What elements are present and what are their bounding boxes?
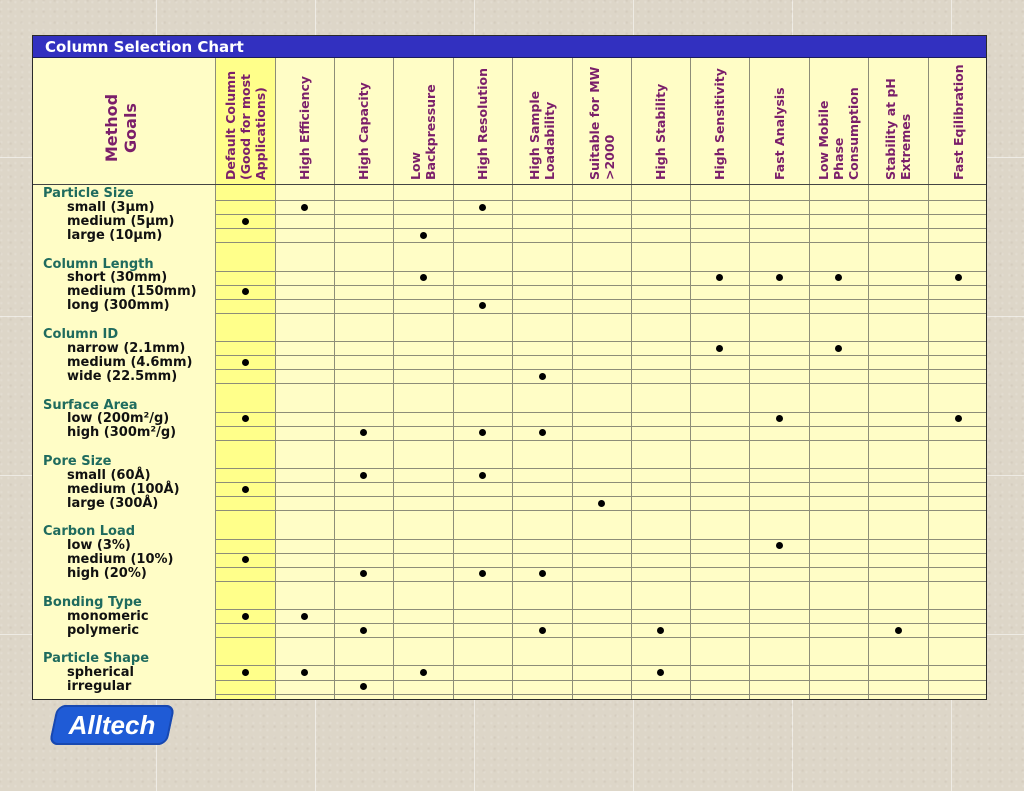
row-divider — [215, 637, 986, 638]
recommendation-dot — [301, 204, 308, 211]
column-header-line: Low — [408, 151, 423, 180]
option-label: narrow (2.1mm) — [67, 340, 186, 356]
option-label: large (10µm) — [67, 227, 163, 243]
row-divider — [215, 271, 986, 272]
grid-column-line — [215, 58, 216, 699]
recommendation-dot — [539, 570, 546, 577]
row-divider — [215, 369, 986, 370]
recommendation-dot — [242, 415, 249, 422]
option-label: short (30mm) — [67, 270, 168, 286]
recommendation-dot — [539, 627, 546, 634]
column-header-line: Applications) — [252, 87, 268, 180]
recommendation-dot — [301, 669, 308, 676]
row-divider — [215, 609, 986, 610]
row-divider — [215, 440, 986, 441]
recommendation-dot — [479, 472, 486, 479]
recommendation-dot — [539, 373, 546, 380]
option-label: medium (4.6mm) — [67, 354, 193, 370]
group-label: Bonding Type — [43, 594, 142, 610]
grid-column-line — [275, 58, 276, 699]
column-header-line: High Stability — [653, 83, 668, 180]
recommendation-dot — [776, 415, 783, 422]
row-divider — [215, 553, 986, 554]
recommendation-dot — [360, 429, 367, 436]
row-divider — [215, 383, 986, 384]
column-header-line: Phase — [831, 137, 846, 180]
grid-column-line — [868, 58, 869, 699]
option-label: large (300Å) — [67, 495, 159, 511]
row-divider — [215, 539, 986, 540]
recommendation-dot — [835, 345, 842, 352]
column-header-line: High Sensitivity — [712, 68, 727, 180]
option-label: irregular — [67, 679, 132, 694]
chart-title: Column Selection Chart — [33, 36, 986, 58]
recommendation-dot — [479, 429, 486, 436]
recommendation-dot — [657, 669, 664, 676]
option-label: medium (150mm) — [67, 284, 197, 300]
group-label: Particle Shape — [43, 651, 150, 667]
recommendation-dot — [835, 274, 842, 281]
row-divider — [215, 313, 986, 314]
grid-column-line — [631, 58, 632, 699]
column-header-line: High Resolution — [475, 67, 490, 180]
option-label: low (200m²/g) — [67, 411, 170, 427]
recommendation-dot — [479, 204, 486, 211]
column-header-line: Suitable for MW — [586, 66, 602, 180]
column-header-line: Consumption — [846, 87, 861, 180]
column-selection-chart — [32, 35, 987, 700]
group-label: Column Length — [43, 256, 154, 272]
column-header-line: >2000 — [601, 134, 617, 180]
option-label: small (3µm) — [67, 199, 155, 215]
row-divider — [215, 581, 986, 582]
row-divider — [215, 680, 986, 681]
recommendation-dot — [242, 218, 249, 225]
recommendation-dot — [360, 627, 367, 634]
column-header-line: High Sample — [527, 90, 542, 180]
option-label: medium (10%) — [67, 552, 174, 568]
row-divider — [215, 200, 986, 201]
grid-column-line — [512, 58, 513, 699]
recommendation-dot — [539, 429, 546, 436]
recommendation-dot — [716, 274, 723, 281]
recommendation-dot — [479, 570, 486, 577]
recommendation-dot — [242, 556, 249, 563]
grid-column-line — [749, 58, 750, 699]
recommendation-dot — [242, 613, 249, 620]
grid-column-line — [334, 58, 335, 699]
row-divider — [215, 426, 986, 427]
column-header-line: Stability at pH — [883, 78, 898, 180]
option-label: low (3%) — [67, 538, 131, 553]
recommendation-dot — [360, 683, 367, 690]
option-label: small (60Å) — [67, 467, 151, 483]
option-label: spherical — [67, 664, 134, 680]
group-label: Particle Size — [43, 186, 134, 201]
recommendation-dot — [242, 359, 249, 366]
recommendation-dot — [716, 345, 723, 352]
recommendation-dot — [657, 627, 664, 634]
recommendation-dot — [420, 274, 427, 281]
row-divider — [215, 510, 986, 511]
grid-column-line — [453, 58, 454, 699]
grid-column-line — [809, 58, 810, 699]
column-header-line: Fast Eqilibration — [950, 64, 966, 180]
row-divider — [215, 482, 986, 483]
column-header-line: High Efficiency — [297, 75, 312, 180]
row-divider — [215, 242, 986, 243]
recommendation-dot — [955, 274, 962, 281]
column-header-line: Low Mobile — [816, 100, 831, 180]
grid-column-line — [928, 58, 929, 699]
recommendation-dot — [301, 613, 308, 620]
row-divider — [215, 341, 986, 342]
recommendation-dot — [242, 288, 249, 295]
grid-column-line — [393, 58, 394, 699]
goals-label: Goals — [121, 103, 140, 153]
row-divider — [215, 355, 986, 356]
recommendation-dot — [479, 302, 486, 309]
column-header-line: Extremes — [898, 113, 913, 180]
option-label: wide (22.5mm) — [67, 368, 178, 384]
option-label: polymeric — [67, 622, 140, 638]
option-label: medium (5µm) — [67, 213, 175, 229]
row-divider — [215, 468, 986, 469]
row-divider — [215, 214, 986, 215]
alltech-logo: Alltech — [49, 705, 176, 745]
row-divider — [215, 665, 986, 666]
row-divider — [215, 623, 986, 624]
column-header-line: (Good for most — [237, 73, 253, 180]
option-label: high (300m²/g) — [67, 425, 177, 441]
column-header-line: High Capacity — [356, 82, 371, 180]
option-label: monomeric — [67, 608, 149, 624]
recommendation-dot — [420, 669, 427, 676]
group-label: Carbon Load — [43, 524, 136, 540]
recommendation-dot — [242, 486, 249, 493]
recommendation-dot — [598, 500, 605, 507]
row-divider — [215, 567, 986, 568]
row-divider — [215, 694, 986, 695]
row-divider — [215, 285, 986, 286]
column-header-line: Fast Analysis — [771, 87, 787, 180]
row-divider — [215, 228, 986, 229]
recommendation-dot — [776, 542, 783, 549]
column-header-line: Loadability — [542, 101, 557, 180]
header-divider — [33, 184, 986, 185]
option-label: high (20%) — [67, 566, 147, 582]
option-label: long (300mm) — [67, 298, 170, 314]
recommendation-dot — [360, 472, 367, 479]
grid-column-line — [572, 58, 573, 699]
row-divider — [215, 299, 986, 300]
recommendation-dot — [420, 232, 427, 239]
column-header-line: Backpressure — [423, 84, 438, 180]
group-label: Surface Area — [43, 397, 138, 413]
row-divider — [215, 412, 986, 413]
recommendation-dot — [895, 627, 902, 634]
group-label: Column ID — [43, 327, 119, 342]
recommendation-dot — [242, 669, 249, 676]
option-label: medium (100Å) — [67, 481, 180, 497]
method-label: Method — [102, 93, 121, 163]
grid-column-line — [690, 58, 691, 699]
column-header-line: Default Column — [222, 70, 238, 180]
row-divider — [215, 496, 986, 497]
recommendation-dot — [360, 570, 367, 577]
recommendation-dot — [955, 415, 962, 422]
group-label: Pore Size — [43, 453, 112, 469]
recommendation-dot — [776, 274, 783, 281]
